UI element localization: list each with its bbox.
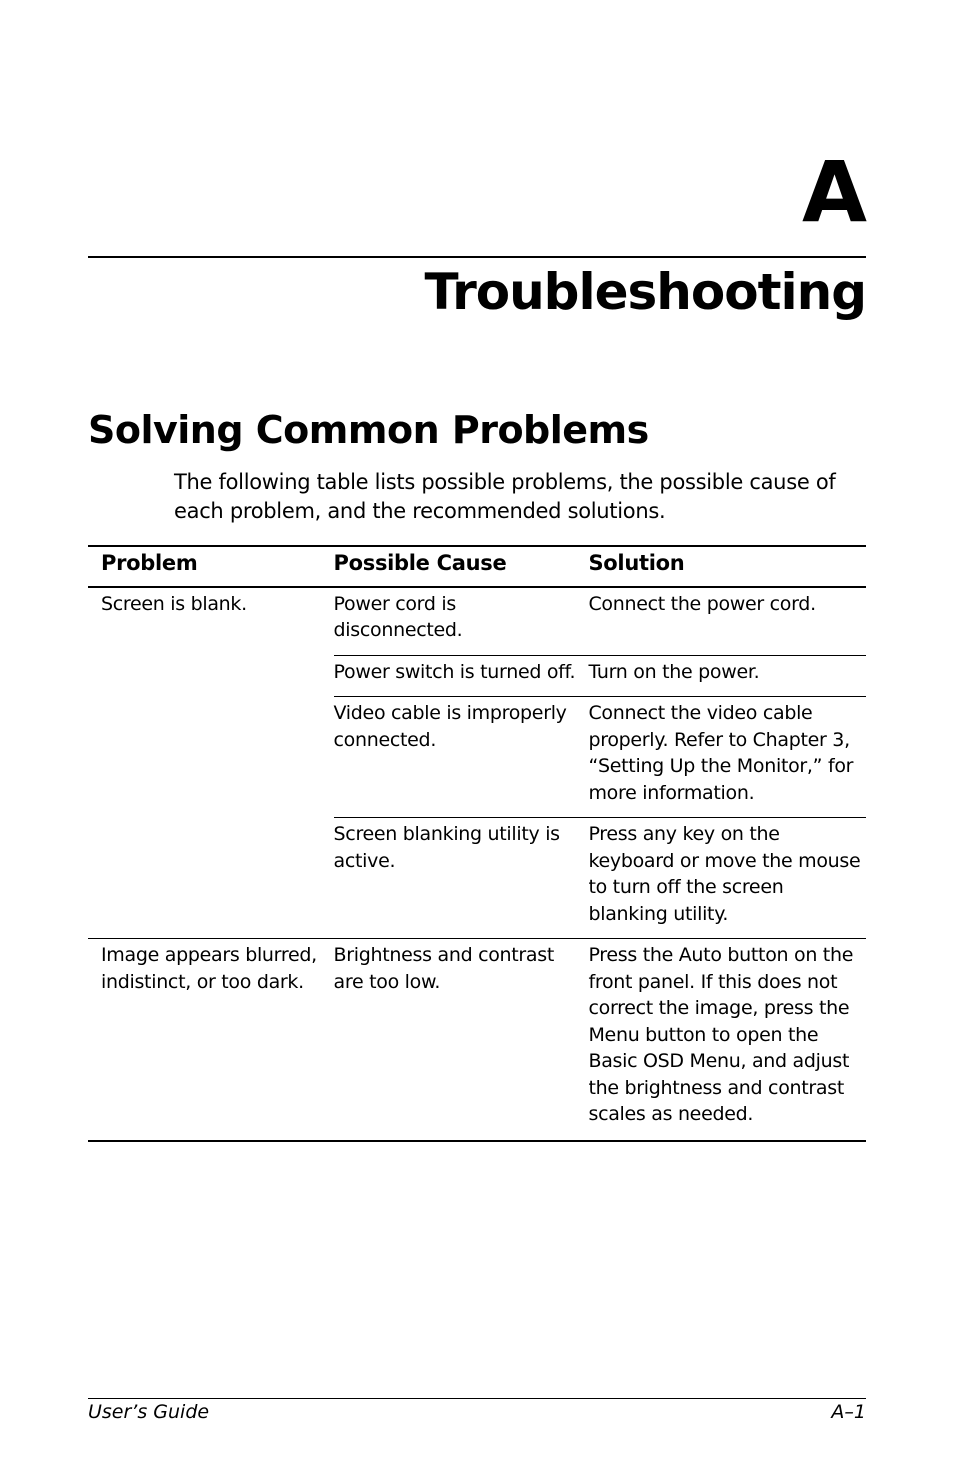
table-row [88, 939, 866, 1141]
chapter-letter: A [801, 143, 866, 241]
solution-cell: Connect the video cable properly. Refer to Chapter 3, “Setting Up the Monitor,” for more information. [588, 697, 866, 818]
footer-rule [88, 1398, 866, 1399]
table-row [88, 587, 866, 656]
troubleshooting-table [88, 545, 866, 1142]
table-header-row [88, 546, 866, 587]
solution-cell: Press any key on the keyboard or move the mouse to turn off the screen blanking utility. [588, 818, 866, 939]
header-possible-cause: Possible Cause [333, 551, 507, 575]
problem-cell: Image appears blurred, indistinct, or too dark. [88, 939, 334, 1141]
cause-cell: Brightness and contrast are too low. [334, 939, 589, 1141]
page-number: A–1 [831, 1401, 866, 1423]
solution-cell: Connect the power cord. [588, 592, 816, 615]
header-problem: Problem [101, 551, 198, 575]
chapter-title: Troubleshooting [424, 263, 866, 321]
intro-paragraph: The following table lists possible problems, the possible cause of each problem, and the recommended solutions. [174, 470, 836, 523]
solution-cell: Turn on the power. [588, 655, 866, 697]
footer-guide-title: User’s Guide [88, 1401, 210, 1423]
cause-cell: Power cord is disconnected. [333, 592, 463, 641]
cause-cell: Video cable is improperly connected. [334, 697, 589, 818]
header-solution: Solution [588, 551, 685, 575]
section-title: Solving Common Problems [88, 408, 649, 452]
cause-cell: Screen blanking utility is active. [334, 818, 589, 939]
solution-cell: Press the Auto button on the front panel. If this does not correct the image, press the Menu button to open the Basic OSD Menu, and adjust the brightness and contrast scales as needed. [588, 939, 866, 1141]
chapter-rule [88, 256, 866, 258]
problem-cell: Screen is blank. [101, 592, 247, 615]
cause-cell: Power switch is turned off. [334, 655, 589, 697]
